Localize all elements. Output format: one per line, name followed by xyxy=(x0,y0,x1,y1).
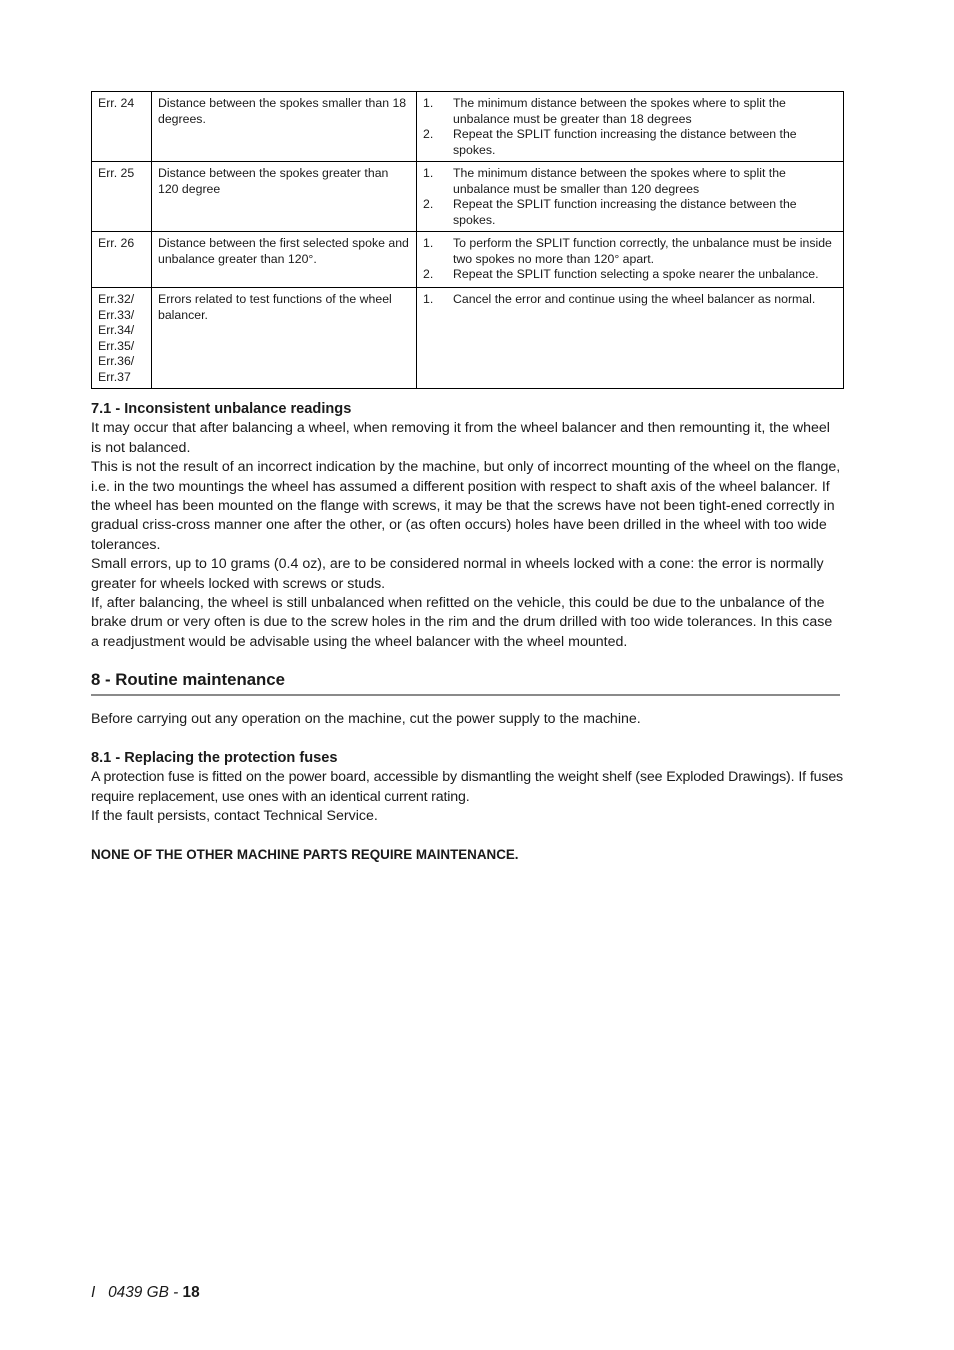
remedy-item xyxy=(423,166,839,197)
table-row xyxy=(92,162,844,232)
section-7-1-paragraph: Small errors, up to 10 grams (0.4 oz), are to be considered normal in wheels locked with a cone: the error is normally greater for wheels locked with screws or studs. xyxy=(91,556,824,592)
error-remedy-cell xyxy=(417,92,844,162)
error-code-cell xyxy=(92,232,152,288)
remedy-text: The minimum distance between the spokes where to split the unbalance must be smaller than 120 degrees xyxy=(453,166,786,196)
error-description: Distance between the first selected spoke and unbalance greater than 120°. xyxy=(152,232,417,288)
section-8-1-paragraph: A protection fuse is fitted on the power board, accessible by dismantling the weight shelf (see Exploded Drawings). If fuses require replacement, use ones with an identical current rating. xyxy=(91,769,843,805)
remedy-number: 2. xyxy=(423,267,434,281)
error-code-cell xyxy=(92,92,152,162)
error-code: Err.37 xyxy=(98,369,131,384)
remedy-text: Cancel the error and continue using the wheel balancer as normal. xyxy=(453,292,816,306)
error-remedy-cell xyxy=(417,162,844,232)
section-7-1-title: 7.1 - Inconsistent unbalance readings xyxy=(91,401,352,417)
remedy-number: 2. xyxy=(423,127,434,141)
remedy-item xyxy=(423,96,839,127)
section-7-1-body xyxy=(91,419,843,652)
error-code: Err.32/ xyxy=(98,292,135,306)
error-code: Err. 24 xyxy=(98,96,135,110)
maintenance-notice: NONE OF THE OTHER MACHINE PARTS REQUIRE MAINTENANCE. xyxy=(91,847,519,863)
remedy-number: 2. xyxy=(423,197,434,211)
error-remedy-cell xyxy=(417,232,844,288)
error-code-cell xyxy=(92,162,152,232)
table-row xyxy=(92,232,844,288)
error-description: Errors related to test functions of the wheel balancer. xyxy=(152,288,417,389)
error-code: Err. 25 xyxy=(98,166,135,180)
section-7-1-paragraph: If, after balancing, the wheel is still unbalanced when refitted on the vehicle, this could be due to the unbalance of the brake drum or very often is due to the screw holes in the rim and the drum drilled with too wide tolerances. In this case a readjustment would be advisable using the wheel balancer with the wheel mounted. xyxy=(91,595,833,650)
spacer xyxy=(91,826,843,845)
section-7-1-paragraph: It may occur that after balancing a wheel, when removing it from the wheel balancer and then remounting it, the wheel is not balanced. xyxy=(91,420,830,456)
table-row xyxy=(92,288,844,389)
error-code-cell xyxy=(92,288,152,389)
section-7-1-paragraph: This is not the result of an incorrect indication by the machine, but only of incorrect mounting of the wheel on the flange, i.e. in the two mountings the wheel has assumed a different position with respect to shaft axis of the wheel balancer. If the wheel has been mounted on the flange with screws, it may be that the screws have not been tight-ened correctly in gradual criss-cross manner one after the other, or (as often occurs) holes have been drilled in the wheel with too wide tolerances. xyxy=(91,459,841,553)
error-remedy-cell xyxy=(417,288,844,389)
footer-doc-code: I 0439 GB - xyxy=(91,1284,183,1301)
remedy-text: Repeat the SPLIT function increasing the distance between the spokes. xyxy=(453,197,797,227)
error-code: Err.35/ xyxy=(98,338,135,353)
spacer xyxy=(91,696,843,710)
remedy-item xyxy=(423,197,839,228)
remedy-number: 1. xyxy=(423,292,434,306)
error-description: Distance between the spokes smaller than 18 degrees. xyxy=(152,92,417,162)
section-8-1-paragraph: If the fault persists, contact Technical Service. xyxy=(91,807,378,824)
section-8-1-title: 8.1 - Replacing the protection fuses xyxy=(91,749,338,766)
table-row xyxy=(92,92,844,162)
remedy-number: 1. xyxy=(423,96,434,110)
remedy-text: The minimum distance between the spokes where to split the unbalance must be greater than 18 degrees xyxy=(453,96,786,126)
error-code: Err.36/ xyxy=(98,354,135,368)
remedy-number: 1. xyxy=(423,166,434,180)
page-footer xyxy=(91,1284,200,1302)
remedy-number: 1. xyxy=(423,236,434,250)
remedy-item xyxy=(423,236,839,267)
footer-page-number: 18 xyxy=(182,1284,200,1301)
section-8-paragraph: Before carrying out any operation on the machine, cut the power supply to the machine. xyxy=(91,711,641,728)
page-content xyxy=(91,400,843,865)
remedy-item xyxy=(423,292,839,308)
section-8-title: 8 - Routine maintenance xyxy=(91,670,840,696)
spacer xyxy=(91,730,843,749)
remedy-text: Repeat the SPLIT function selecting a spoke nearer the unbalance. xyxy=(453,267,819,281)
error-description: Distance between the spokes greater than 120 degree xyxy=(152,162,417,232)
remedy-item xyxy=(423,267,839,283)
error-table-body xyxy=(92,92,844,389)
error-code-table xyxy=(91,91,844,389)
error-code: Err. 26 xyxy=(98,236,135,250)
remedy-text: Repeat the SPLIT function increasing the distance between the spokes. xyxy=(453,127,797,157)
error-code: Err.33/ xyxy=(98,307,135,322)
error-code: Err.34/ xyxy=(98,323,135,337)
remedy-item xyxy=(423,127,839,158)
remedy-text: To perform the SPLIT function correctly, the unbalance must be inside two spokes no more than 120° apart. xyxy=(453,236,832,266)
